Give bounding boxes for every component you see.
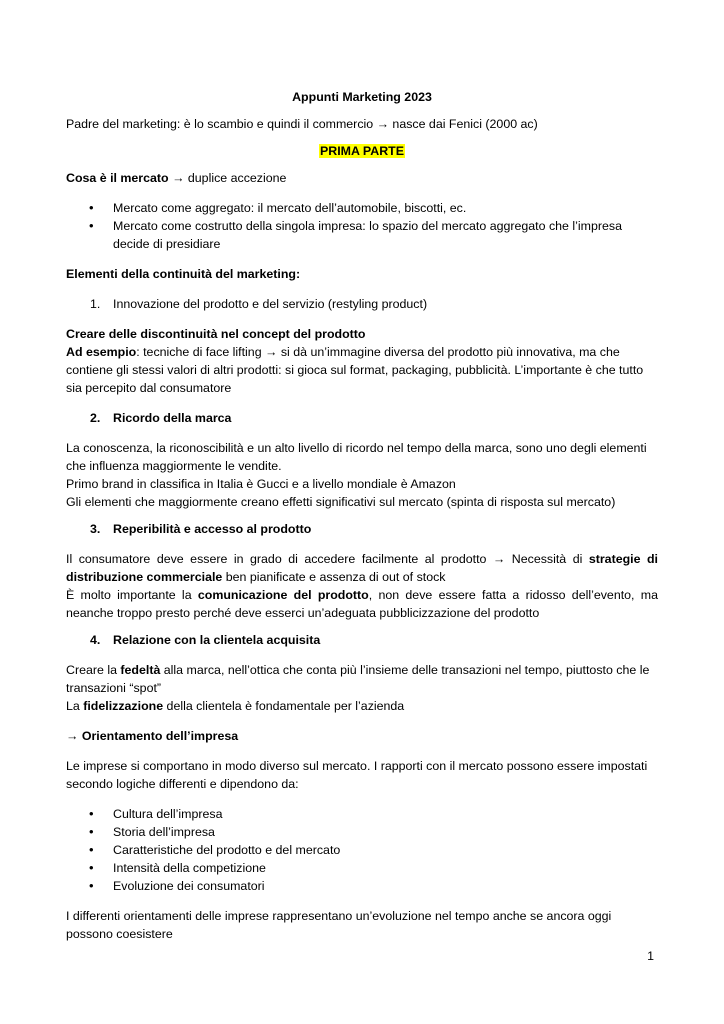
ricordo-heading: Ricordo della marca (113, 411, 232, 425)
list-item: • Caratteristiche del prodotto e del mercato (66, 841, 658, 859)
relazione-heading: Relazione con la clientela acquisita (113, 633, 321, 647)
list-item-number: 2. (90, 411, 101, 425)
orientamento-paragraph: Le imprese si comportano in modo diverso sul mercato. I rapporti con il mercato possono essere impostati secondo logiche differenti e dipendono da: (66, 759, 648, 791)
mercato-heading-rest: → duplice accezione (168, 171, 287, 185)
relazione-heading-list (66, 631, 658, 649)
example-label: Ad esempio (66, 345, 137, 359)
mercato-bullet-list (66, 199, 658, 253)
reperibilita-heading-list (66, 520, 658, 538)
intro-paragraph: Padre del marketing: è lo scambio e quindi il commercio → nasce dai Fenici (2000 ac) (66, 117, 538, 131)
list-item-number: 4. (90, 633, 101, 647)
text-run: alla marca, nell’ottica che conta più l’insieme delle transazioni nel tempo, piuttosto che le transazioni “spot” (66, 663, 650, 695)
mercato-heading-bold: Cosa è il mercato (66, 171, 169, 185)
text-run: La (66, 699, 84, 713)
list-item: • Storia dell’impresa (66, 823, 658, 841)
text-run: È molto importante la (66, 588, 198, 602)
reperibilita-paragraph-2 (66, 586, 658, 622)
reperibilita-paragraph-1 (66, 550, 658, 586)
ricordo-paragraph-2: Primo brand in classifica in Italia è Gucci e a livello mondiale è Amazon (66, 477, 456, 491)
list-item: • Cultura dell’impresa (66, 805, 658, 823)
ricordo-paragraph-1: La conoscenza, la riconoscibilità e un alto livello di ricordo nel tempo della marca, sono uno degli elementi che influenza maggiormente le vendite. (66, 441, 647, 473)
elementi-numbered-list (66, 295, 658, 313)
text-run: Creare la (66, 663, 121, 677)
list-item: • Evoluzione dei consumatori (66, 877, 658, 895)
document-title: Appunti Marketing 2023 (292, 90, 432, 104)
list-item (66, 295, 658, 313)
text-run-bold: fedeltà (120, 663, 161, 677)
text-run: ben pianificate e assenza di out of stock (222, 570, 446, 584)
elementi-heading: Elementi della continuità del marketing: (66, 267, 301, 281)
example-text: : tecniche di face lifting → si dà un’immagine diversa del prodotto più innovativa, ma che contiene gli stessi valori di altri prodotti: si gioca sul format, packaging, pubblicità. L’importante è che tutto sia percepito dal consumatore (66, 345, 644, 395)
text-run-bold: fidelizzazione (83, 699, 164, 713)
text-run: Il consumatore deve essere in grado di accedere facilmente al prodotto → Necessità di (66, 552, 589, 566)
section-label-wrapper (66, 142, 658, 160)
page-number: 1 (647, 949, 654, 963)
text-run: della clientela è fondamentale per l’azienda (163, 699, 405, 713)
ricordo-paragraph-3: Gli elementi che maggiormente creano effetti significativi sul mercato (spinta di risposta sul mercato) (66, 495, 616, 509)
text-run-bold: comunicazione del prodotto (197, 588, 369, 602)
list-item: • Intensità della competizione (66, 859, 658, 877)
reperibilita-heading: Reperibilità e accesso al prodotto (113, 522, 312, 536)
list-item: • Mercato come aggregato: il mercato dell’automobile, biscotti, ec. (66, 199, 658, 217)
list-item-number: 3. (90, 522, 101, 536)
discontinuita-heading: Creare delle discontinuità nel concept del prodotto (66, 327, 366, 341)
orientamento-closing: I differenti orientamenti delle imprese rappresentano un’evoluzione nel tempo anche se ancora oggi possono coesistere (66, 909, 612, 941)
list-item: • Mercato come costrutto della singola impresa: lo spazio del mercato aggregato che l’impresa decide di presidiare (66, 217, 658, 253)
list-item (66, 520, 658, 538)
text-run: , non deve essere fatta a ridosso dell’evento, ma neanche troppo presto perché deve esserci un’adeguata pubblicizzazione del prodotto (66, 588, 658, 620)
mercato-heading (66, 169, 658, 187)
list-item-text: Innovazione del prodotto e del servizio (restyling product) (113, 297, 428, 311)
orientamento-bullet-list (66, 805, 658, 895)
list-item (66, 631, 658, 649)
orientamento-heading: → Orientamento dell’impresa (66, 729, 239, 743)
relazione-paragraph-2 (66, 697, 658, 715)
list-item-number: 1. (90, 297, 101, 311)
ricordo-heading-list (66, 409, 658, 427)
text-run-bold: strategie di distribuzione commerciale (66, 552, 659, 584)
section-label: PRIMA PARTE (320, 144, 404, 158)
list-item (66, 409, 658, 427)
discontinuita-example (66, 343, 658, 397)
relazione-paragraph-1 (66, 661, 658, 697)
